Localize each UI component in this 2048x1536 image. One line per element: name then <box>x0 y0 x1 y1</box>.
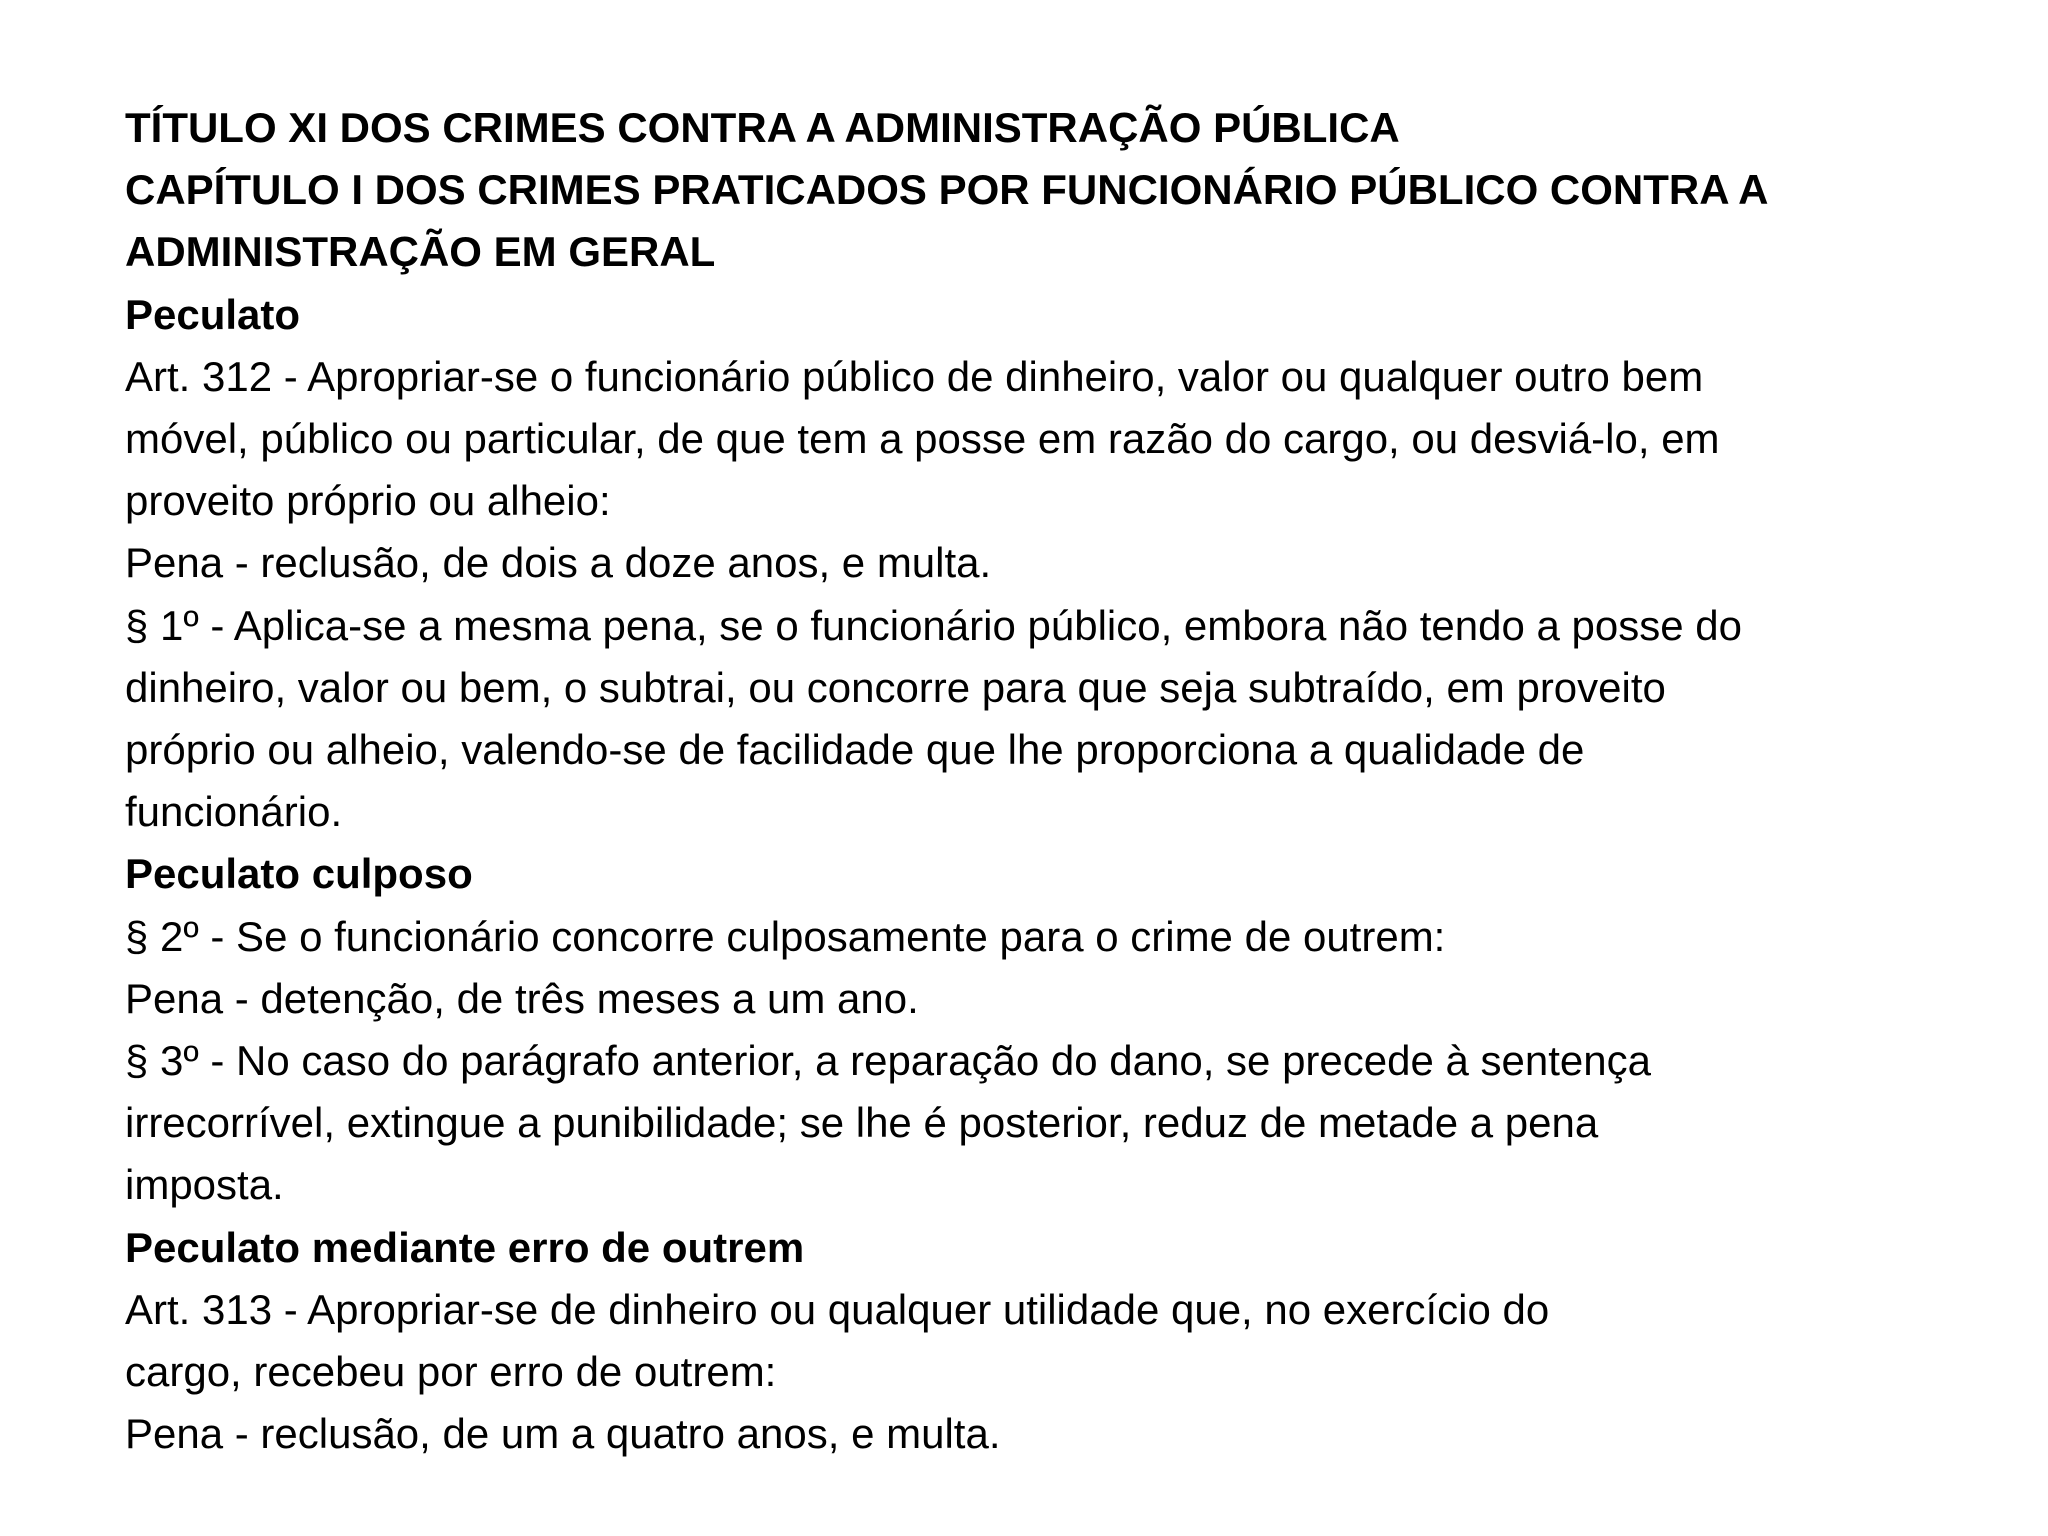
text-line: § 1º - Aplica-se a mesma pena, se o funcionário público, embora não tendo a posse do <box>125 601 1742 649</box>
text-line: Pena - reclusão, de um a quatro anos, e multa. <box>125 1410 1001 1458</box>
text-line: próprio ou alheio, valendo-se de facilidade que lhe proporciona a qualidade de <box>125 726 1585 774</box>
text-line: Art. 312 - Apropriar-se o funcionário público de dinheiro, valor ou qualquer outro bem <box>125 352 1704 400</box>
section-heading-peculato: Peculato <box>125 290 301 338</box>
text-line: cargo, recebeu por erro de outrem: <box>125 1348 777 1396</box>
text-line: § 3º - No caso do parágrafo anterior, a reparação do dano, se precede à sentença <box>125 1037 1652 1085</box>
text-line: Pena - detenção, de três meses a um ano. <box>125 974 919 1022</box>
text-line: imposta. <box>125 1161 284 1209</box>
chapter-heading-continued: ADMINISTRAÇÃO EM GERAL <box>125 228 716 276</box>
text-line: proveito próprio ou alheio: <box>125 477 611 525</box>
document-body <box>125 97 1985 1465</box>
section-heading-peculato-culposo: Peculato culposo <box>125 850 473 898</box>
text-line: dinheiro, valor ou bem, o subtrai, ou concorre para que seja subtraído, em proveito <box>125 663 1666 711</box>
chapter-heading: CAPÍTULO I DOS CRIMES PRATICADOS POR FUNCIONÁRIO PÚBLICO CONTRA A <box>125 166 1769 214</box>
text-line: Pena - reclusão, de dois a doze anos, e multa. <box>125 539 992 587</box>
section-heading-peculato-erro-outrem: Peculato mediante erro de outrem <box>125 1223 805 1271</box>
text-line: funcionário. <box>125 788 343 836</box>
text-line: móvel, público ou particular, de que tem a posse em razão do cargo, ou desviá-lo, em <box>125 415 1720 463</box>
text-line: Art. 313 - Apropriar-se de dinheiro ou qualquer utilidade que, no exercício do <box>125 1285 1550 1333</box>
text-line: § 2º - Se o funcionário concorre culposamente para o crime de outrem: <box>125 912 1446 960</box>
text-line: irrecorrível, extingue a punibilidade; se lhe é posterior, reduz de metade a pena <box>125 1099 1599 1147</box>
title-heading: TÍTULO XI DOS CRIMES CONTRA A ADMINISTRAÇÃO PÚBLICA <box>125 104 1400 151</box>
